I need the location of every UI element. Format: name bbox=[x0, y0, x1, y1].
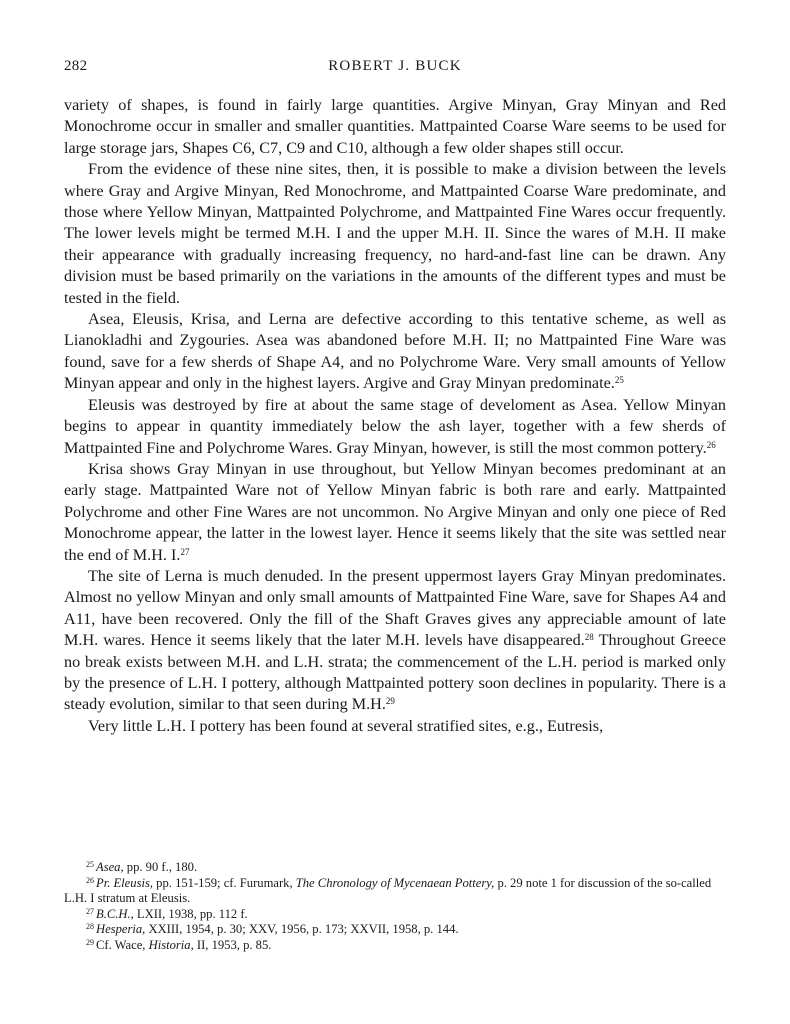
footnote-25 bbox=[64, 860, 726, 876]
paragraph-7-text: Very little L.H. I pottery has been found at several stratified sites, e.g., Eutresis, bbox=[88, 716, 604, 735]
running-title: ROBERT J. BUCK bbox=[328, 58, 462, 74]
page-number: 282 bbox=[64, 58, 88, 74]
page-header bbox=[64, 58, 726, 82]
footnote-ref-25[interactable]: 25 bbox=[614, 375, 624, 386]
footnote-ref-26[interactable]: 26 bbox=[706, 439, 716, 450]
footnote-source: Hesperia, bbox=[96, 922, 146, 937]
footnotes bbox=[64, 860, 726, 954]
paragraph-2-text: From the evidence of these nine sites, then, it is possible to make a division between the levels where Gray and Argive Minyan, Red Monochrome, and Mattpainted Coarse Ware predominate, and those where Yellow Minyan, Mattpainted Polychrome, and Mattpainted Fine Wares occur frequently. The lower levels might be termed M.H. I and the upper M.H. II. Since the wares of M.H. II make their appearance with gradually increasing frequency, no hard-and-fast line can be drawn. Any division must be based primarily on the variations in the amounts of the different types and must be tested in the field. bbox=[64, 160, 726, 307]
paragraph-6-text-b: Throughout Greece no break exists between M.H. and L.H. strata; the commencement of the L.H. period is marked only by the presence of L.H. I pottery, although Mattpainted pottery soon declines in popularity. There is a steady evolution, similar to that seen during M.H. bbox=[64, 631, 726, 714]
footnote-26 bbox=[64, 876, 726, 907]
footnote-number: 29 bbox=[86, 937, 94, 947]
footnote-number: 27 bbox=[86, 906, 94, 916]
footnote-detail: LXII, 1938, pp. 112 f. bbox=[133, 906, 248, 921]
paragraph-6 bbox=[64, 566, 726, 716]
footnote-number: 28 bbox=[86, 922, 94, 932]
paragraph-1 bbox=[64, 95, 726, 159]
body-text bbox=[64, 95, 726, 737]
paragraph-6-text-a: The site of Lerna is much denuded. In the present uppermost layers Gray Minyan predominates. Almost no yellow Minyan and only small amounts of Mattpainted Fine Ware, save for Shapes A4 and A11, have been recovered. Only the fill of the Shaft Graves gives any appreciable amount of late M.H. wares. Hence it seems likely that the later M.H. levels have disappeared. bbox=[64, 566, 726, 650]
paragraph-1-text: variety of shapes, is found in fairly large quantities. Argive Minyan, Gray Minyan and Red Monochrome occur in smaller and smaller quantities. Mattpainted Coarse Ware seems to be used for large storage jars, Shapes C6, C7, C9 and C10, although a few older shapes still occur. bbox=[64, 96, 726, 157]
footnote-detail: II, 1953, p. 85. bbox=[193, 937, 272, 952]
footnote-detail: XXIII, 1954, p. 30; XXV, 1956, p. 173; XXVII, 1958, p. 144. bbox=[145, 922, 459, 937]
paragraph-3 bbox=[64, 309, 726, 395]
paragraph-4-text: Eleusis was destroyed by fire at about the same stage of develoment as Asea. Yellow Minyan begins to appear in quantity immediately below the ash layer, together with a few sherds of Mattpainted Fine and Polychrome Wares. Gray Minyan, however, is still the most common pottery. bbox=[64, 395, 726, 457]
footnote-detail: pp. 151-159; cf. Furumark, bbox=[153, 875, 296, 890]
footnote-ref-28[interactable]: 28 bbox=[584, 632, 594, 643]
paragraph-7 bbox=[64, 716, 726, 737]
footnote-source: Asea, bbox=[96, 860, 124, 874]
paragraph-3-text: Asea, Eleusis, Krisa, and Lerna are defective according to this tentative scheme, as well as Lianokladhi and Zygouries. Asea was abandoned before M.H. II; no Mattpainted Fine Ware was found, save for a few sherds of Shape A4, and no Polychrome Ware. Very small amounts of Yellow Minyan appear and only in the highest layers. Argive and Gray Minyan predominate. bbox=[64, 310, 726, 393]
footnote-number: 25 bbox=[86, 860, 94, 869]
footnote-detail: pp. 90 f., 180. bbox=[123, 860, 198, 874]
footnote-27 bbox=[64, 907, 726, 923]
footnote-28 bbox=[64, 922, 726, 938]
footnote-source: B.C.H., bbox=[96, 906, 134, 921]
footnote-29 bbox=[64, 938, 726, 954]
footnote-ref-29[interactable]: 29 bbox=[385, 696, 395, 707]
paragraph-2 bbox=[64, 159, 726, 309]
footnote-number: 26 bbox=[86, 875, 94, 885]
footnote-source: Pr. Eleusis, bbox=[96, 875, 154, 890]
footnote-source: Historia, bbox=[148, 937, 194, 952]
footnote-source-2: The Chronology of Mycenaean Pottery, bbox=[295, 875, 495, 890]
footnote-ref-27[interactable]: 27 bbox=[180, 546, 190, 557]
footnote-prefix: Cf. Wace, bbox=[96, 937, 149, 952]
footnote-detail-2: p. 29 note 1 for discussion of the so-called L.H. I stratum at Eleusis. bbox=[64, 875, 712, 906]
paragraph-5 bbox=[64, 459, 726, 566]
paragraph-4 bbox=[64, 395, 726, 459]
paragraph-5-text: Krisa shows Gray Minyan in use throughout, but Yellow Minyan becomes predominant at an early stage. Mattpainted Ware not of Yellow Minyan fabric is both rare and early. Mattpainted Polychrome and other Fine Wares are not uncommon. No Argive Minyan and only one piece of Red Monochrome appear, the latter in the lowest layer. Hence it seems likely that the site was settled near the end of M.H. I. bbox=[64, 459, 726, 564]
